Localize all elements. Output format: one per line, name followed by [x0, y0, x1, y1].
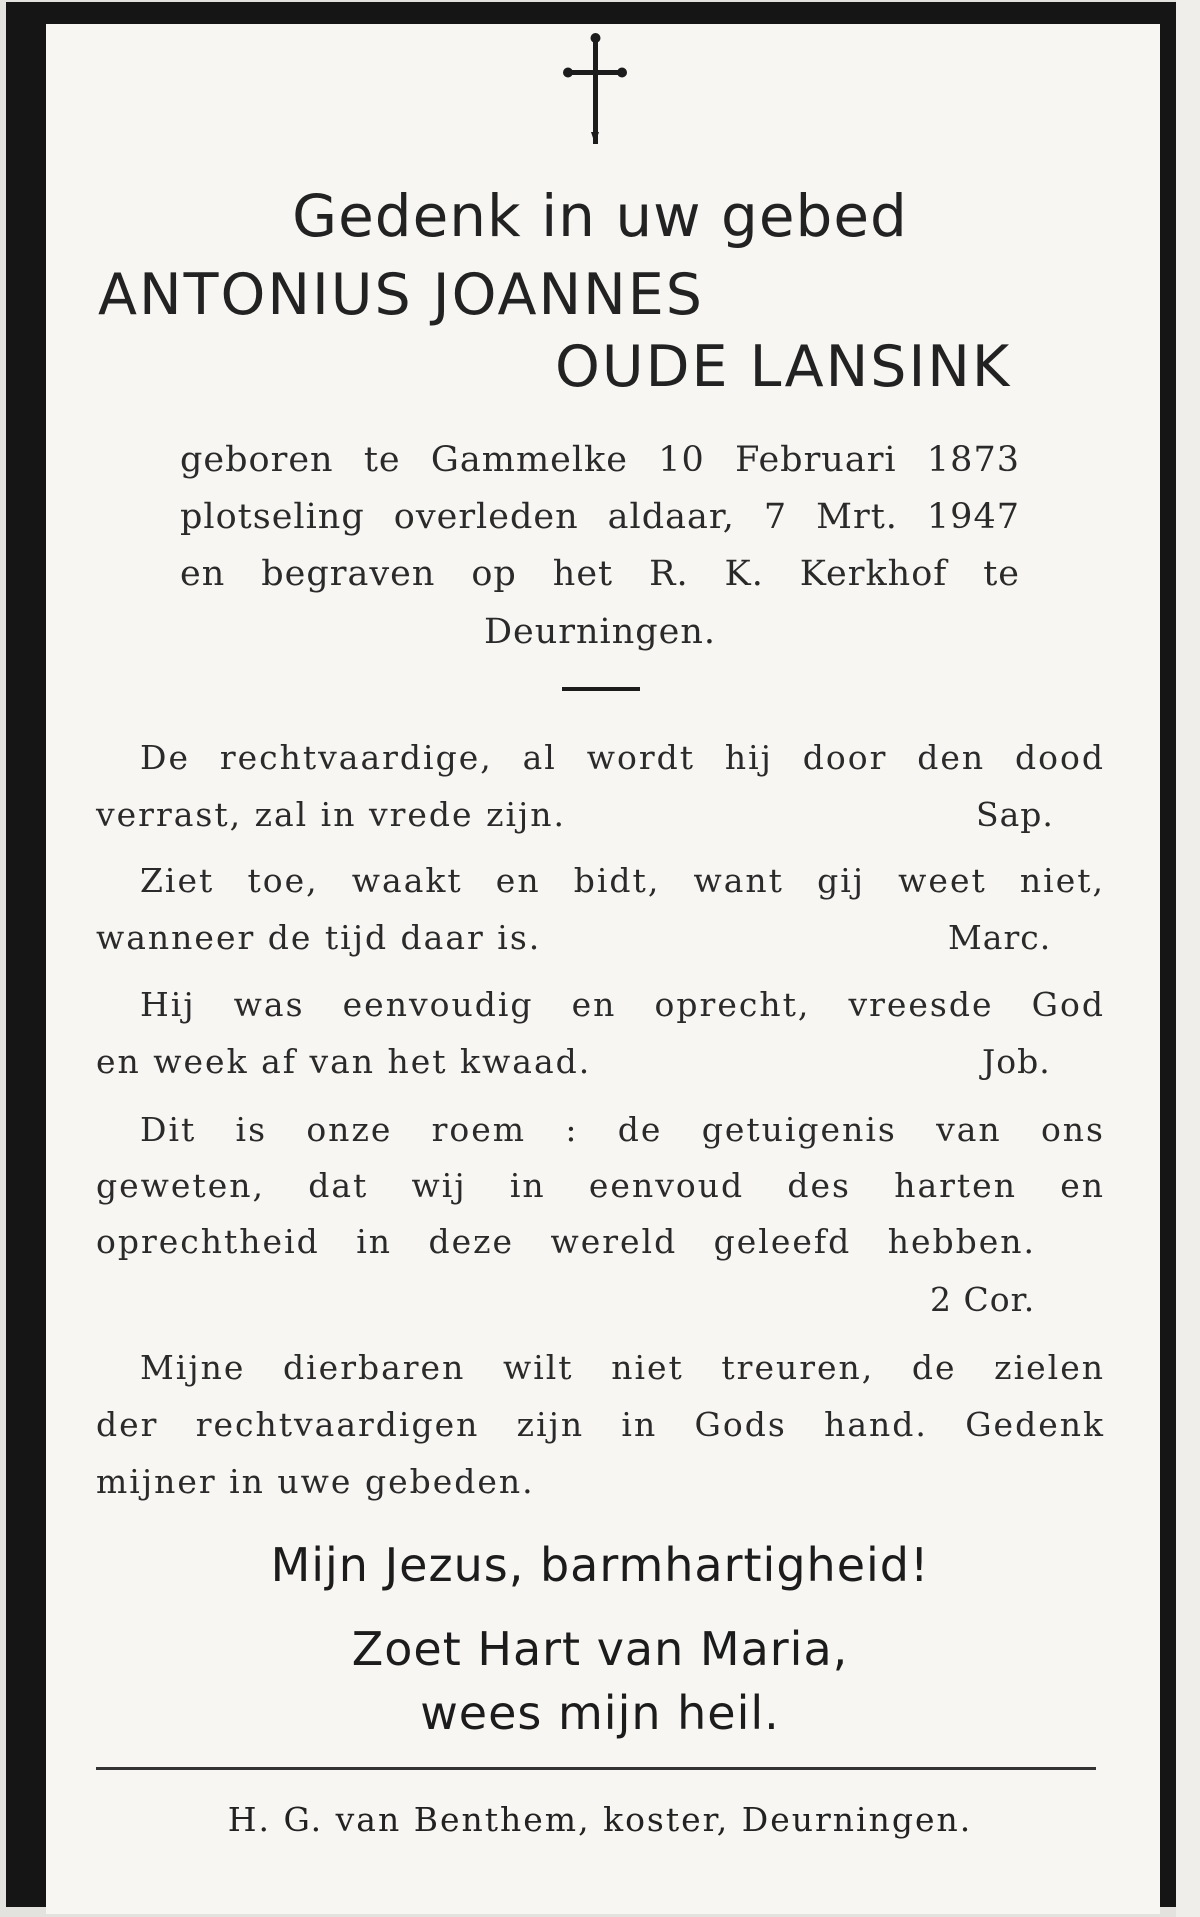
verse-text: Mijne dierbaren wilt niet treuren, de zielen [140, 1348, 1105, 1387]
verse-text: geweten, dat wij in eenvoud des harten en [96, 1166, 1105, 1205]
bio-text: en begraven op het R. K. Kerkhof te [180, 554, 1020, 594]
deceased-first-names: ANTONIUS JOANNES [98, 262, 704, 328]
verse-text: Dit is onze roem : de getuigenis van ons [140, 1110, 1105, 1149]
verse-line: wanneer de tijd daar is. [96, 918, 542, 957]
verse-line [140, 985, 1105, 1024]
verse-line [96, 1222, 1036, 1261]
bio-line-place: Deurningen. [483, 612, 717, 652]
verse-line [140, 738, 1105, 777]
card-heading: Gedenk in uw gebed [292, 182, 908, 250]
verse-text: Ziet toe, waakt en bidt, want gij weet niet, [140, 861, 1105, 900]
verse-text: oprechtheid in deze wereld geleefd hebben. [96, 1222, 1036, 1261]
verse-line [96, 1166, 1105, 1205]
short-divider [562, 687, 640, 691]
verse-text: De rechtvaardige, al wordt hij door den dood [140, 738, 1105, 777]
verse-reference: Job. [982, 1042, 1051, 1081]
verse-line [140, 1110, 1105, 1149]
footer-divider [96, 1767, 1096, 1770]
verse-text: der rechtvaardigen zijn in Gods hand. Gedenk [96, 1405, 1105, 1444]
bio-text: plotseling overleden aldaar, 7 Mrt. 1947 [180, 497, 1020, 537]
verse-line [96, 1405, 1105, 1444]
verse-line [140, 1348, 1105, 1387]
prayer-line: wees mijn heil. [420, 1686, 780, 1740]
verse-line: verrast, zal in vrede zijn. [96, 795, 566, 834]
verse-reference: Sap. [976, 795, 1054, 834]
deceased-surname: OUDE LANSINK [555, 334, 1012, 400]
verse-line: en week af van het kwaad. [96, 1042, 592, 1081]
verse-reference: Marc. [948, 918, 1052, 957]
bio-line-birth [180, 440, 1020, 480]
verse-line [140, 861, 1105, 900]
cross-icon [560, 32, 630, 152]
verse-reference: 2 Cor. [930, 1280, 1036, 1319]
bio-text: geboren te Gammelke 10 Februari 1873 [180, 440, 1020, 480]
prayer-line: Mijn Jezus, barmhartigheid! [270, 1538, 930, 1592]
bio-line-death [180, 497, 1020, 537]
verse-text: Hij was eenvoudig en oprecht, vreesde God [140, 985, 1105, 1024]
bio-line-burial [180, 554, 1020, 594]
printer-credit: H. G. van Benthem, koster, Deurningen. [227, 1800, 973, 1839]
verse-line: mijner in uwe gebeden. [96, 1462, 535, 1501]
prayer-line: Zoet Hart van Maria, [351, 1622, 849, 1676]
